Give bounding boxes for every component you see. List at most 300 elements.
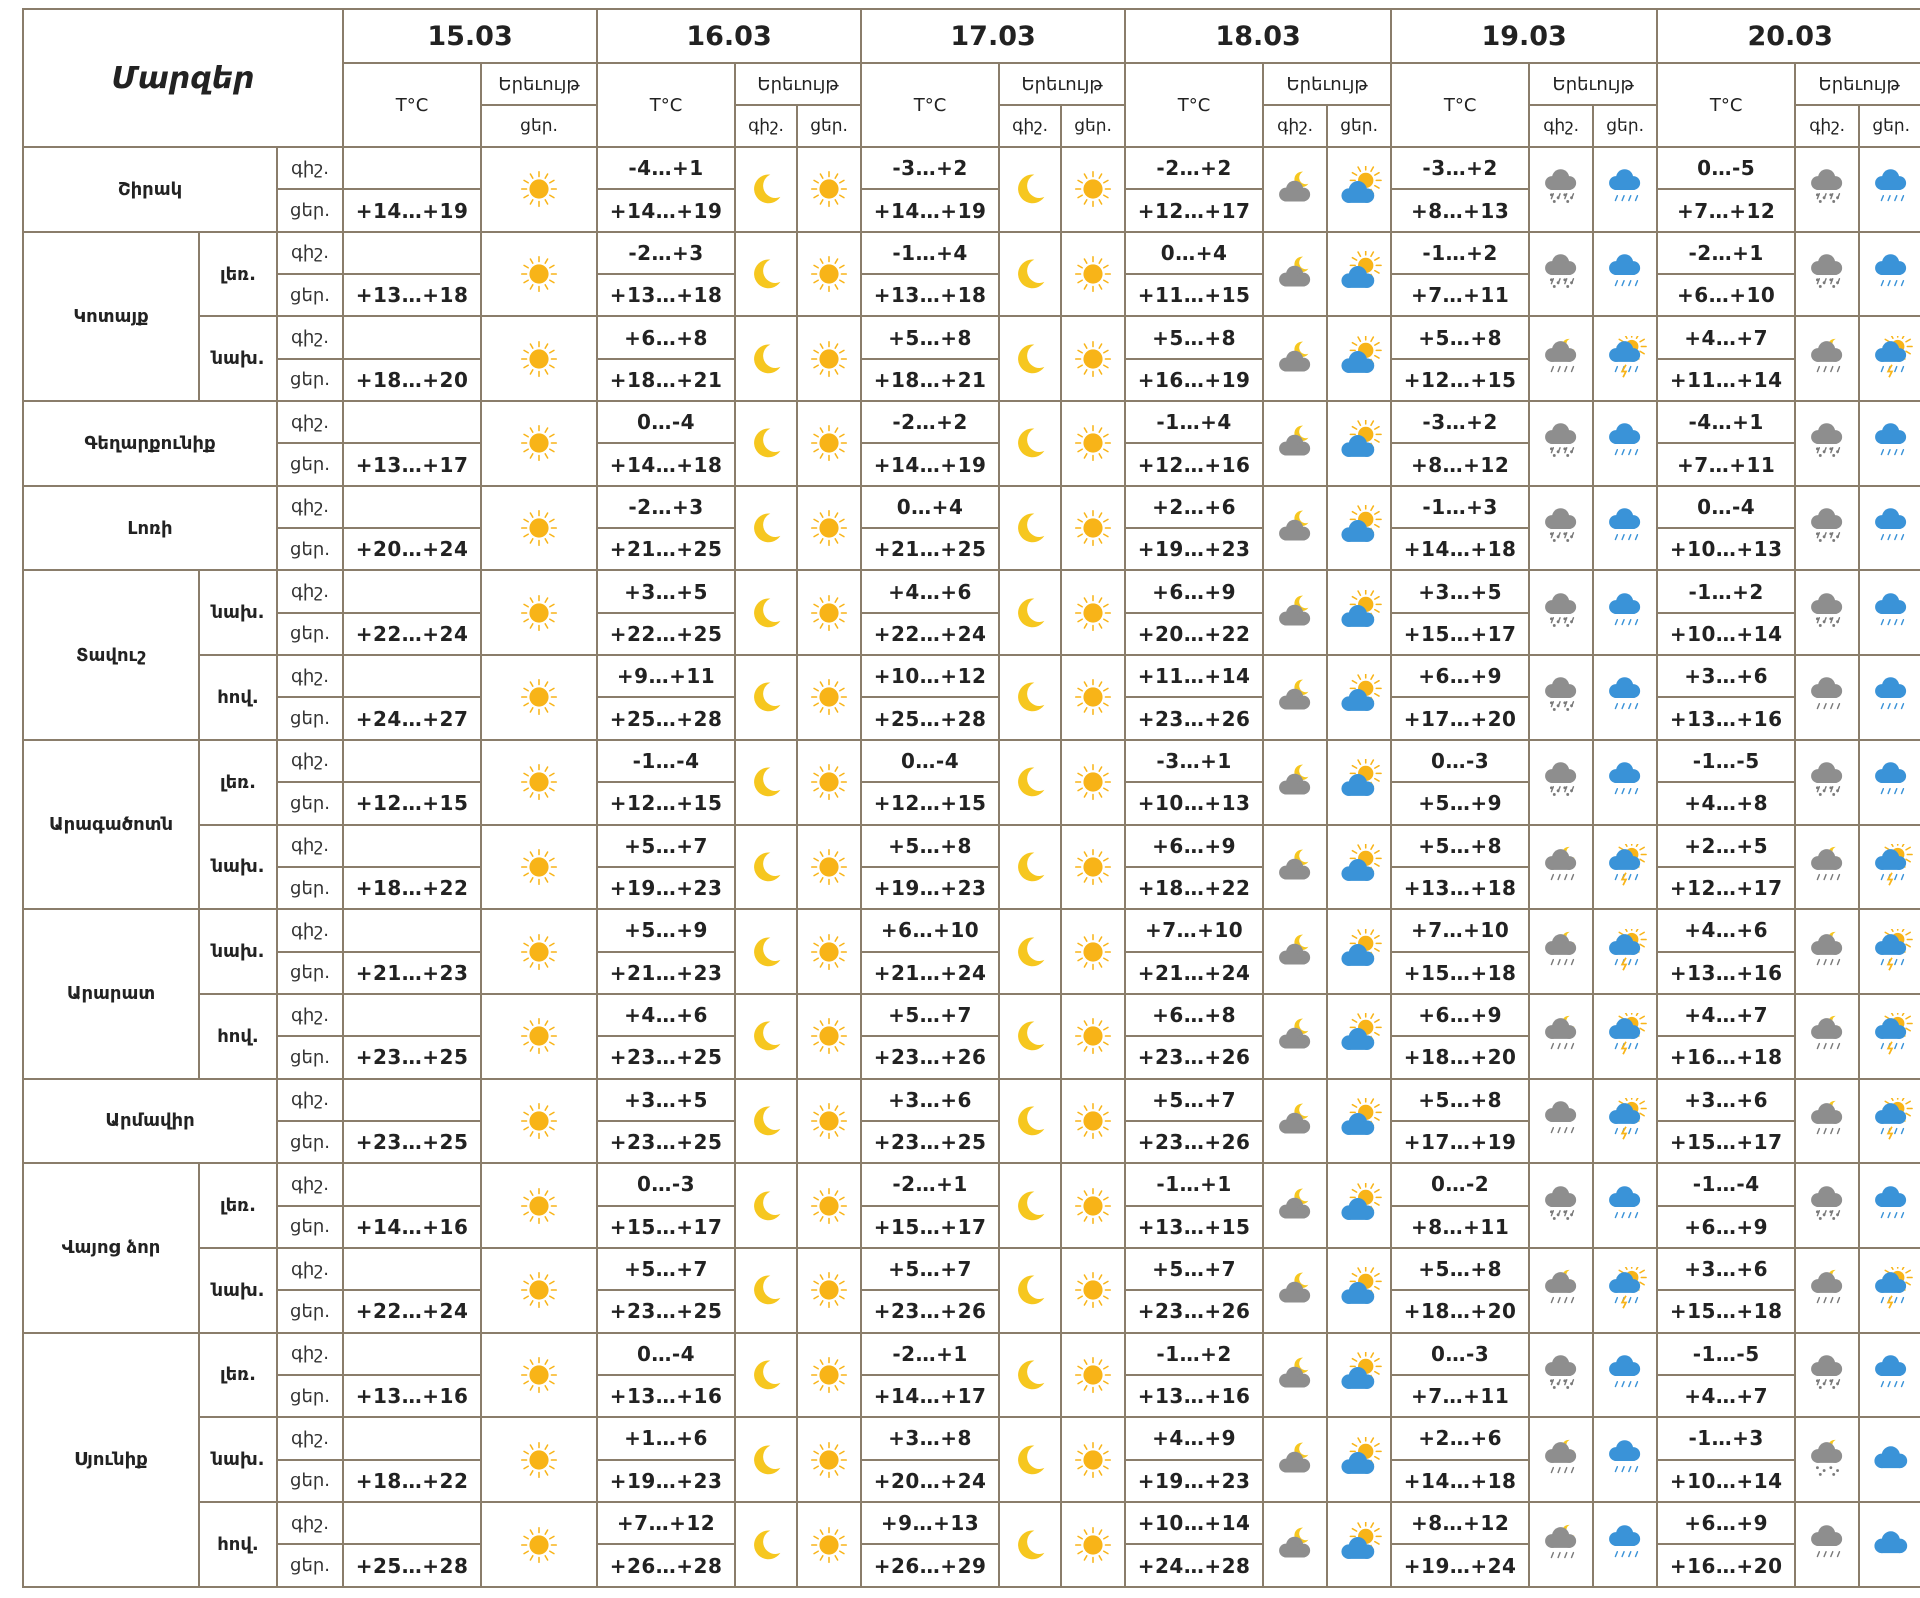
night-temp: +2…+5 (1657, 825, 1795, 867)
cloud-moon-night-icon (1272, 420, 1318, 466)
moon-icon (743, 1352, 789, 1398)
day-temp: +23…+25 (343, 1121, 481, 1163)
sun-icon (1070, 505, 1116, 551)
day-temp: +21…+25 (597, 528, 735, 570)
sun-icon (1070, 1267, 1116, 1313)
subregion-label: հով. (199, 1502, 277, 1587)
blue-cloud-rain-icon (1868, 759, 1914, 805)
weather-icon-cell (1061, 1248, 1125, 1333)
night-temp: +8…+12 (1391, 1502, 1529, 1544)
region-name: Լոռի (23, 486, 277, 571)
weather-icon-cell (735, 1079, 797, 1164)
night-temp: +6…+8 (597, 316, 735, 358)
weather-icon-cell (797, 1079, 861, 1164)
day-temp: +24…+28 (1125, 1544, 1263, 1587)
night-temp: -2…+2 (1125, 147, 1263, 189)
weather-icon-cell (1529, 232, 1593, 317)
weather-icon-cell (1263, 1248, 1327, 1333)
gray-cloud-snow-rain-icon (1804, 251, 1850, 297)
weather-icon-cell (1263, 1502, 1327, 1587)
gray-cloud-moon-rain-icon (1538, 929, 1584, 975)
moon-icon (743, 929, 789, 975)
temperature-header: T°C (1657, 63, 1795, 147)
day-temp: +18…+22 (1125, 867, 1263, 909)
weather-icon-cell (797, 1333, 861, 1418)
subregion-label: լեռ. (199, 740, 277, 825)
weather-icon-cell (1263, 825, 1327, 910)
weather-icon-cell (1529, 1417, 1593, 1502)
cloud-sun-day-icon (1336, 336, 1382, 382)
weather-icon-cell (1859, 1163, 1920, 1248)
sun-icon (516, 420, 562, 466)
weather-icon-cell (1593, 825, 1657, 910)
weather-icon-cell (1529, 486, 1593, 571)
day-temp: +13…+15 (1125, 1206, 1263, 1248)
day-temp: +15…+18 (1391, 952, 1529, 994)
night-temp: +11…+14 (1125, 655, 1263, 697)
night-temp: +3…+6 (861, 1079, 999, 1121)
table-row (23, 1502, 1920, 1544)
weather-icon-cell (1859, 486, 1920, 571)
weather-icon-cell (1263, 1333, 1327, 1418)
weather-icon-cell (1327, 994, 1391, 1079)
weather-icon-cell (1795, 232, 1859, 317)
weather-icon-cell (1263, 1079, 1327, 1164)
gray-cloud-moon-rain-icon (1538, 1013, 1584, 1059)
day-temp: +18…+20 (1391, 1036, 1529, 1078)
moon-icon (1007, 590, 1053, 636)
sun-icon (1070, 1352, 1116, 1398)
blue-cloud-icon (1868, 1437, 1914, 1483)
moon-icon (1007, 1437, 1053, 1483)
night-temp: +5…+8 (1125, 316, 1263, 358)
moon-icon (1007, 1267, 1053, 1313)
weather-icon-cell (1795, 994, 1859, 1079)
day-temp: +12…+15 (343, 782, 481, 824)
day-temp: +15…+17 (861, 1206, 999, 1248)
weather-icon-cell (1859, 909, 1920, 994)
weather-icon-cell (1327, 1502, 1391, 1587)
night-temp (343, 740, 481, 782)
day-temp: +23…+26 (1125, 697, 1263, 739)
moon-icon (743, 1013, 789, 1059)
day-temp: +19…+23 (861, 867, 999, 909)
day-temp: +14…+18 (597, 443, 735, 485)
cloud-moon-night-icon (1272, 759, 1318, 805)
day-temp: +13…+16 (1657, 697, 1795, 739)
weather-icon-cell (1859, 570, 1920, 655)
blue-cloud-sun-rain-icon (1602, 1098, 1648, 1144)
day-temp: +16…+19 (1125, 359, 1263, 401)
weather-icon-cell (1061, 655, 1125, 740)
weather-icon-cell (1593, 232, 1657, 317)
day-temp: +18…+21 (597, 359, 735, 401)
table-row (23, 232, 1920, 274)
night-temp: +7…+10 (1391, 909, 1529, 951)
day-temp: +15…+17 (1657, 1121, 1795, 1163)
day-label: ցեր. (277, 1544, 343, 1587)
day-temp: +17…+19 (1391, 1121, 1529, 1163)
cloud-sun-day-icon (1336, 844, 1382, 890)
night-label: գիշ. (277, 1163, 343, 1205)
gray-cloud-snow-rain-icon (1804, 1183, 1850, 1229)
cloud-sun-day-icon (1336, 590, 1382, 636)
table-row (23, 1163, 1920, 1205)
sun-icon (1070, 336, 1116, 382)
subregion-label: նախ. (199, 316, 277, 401)
temperature-header: T°C (1391, 63, 1529, 147)
sun-icon (1070, 759, 1116, 805)
weather-icon-cell (1327, 1417, 1391, 1502)
night-label: գիշ. (277, 825, 343, 867)
moon-icon (1007, 336, 1053, 382)
sun-icon (516, 929, 562, 975)
blue-cloud-rain-icon (1602, 1437, 1648, 1483)
day-temp: +21…+23 (597, 952, 735, 994)
weather-icon-cell (481, 316, 597, 401)
gray-cloud-moon-rain-icon (1538, 1522, 1584, 1568)
day-temp: +6…+9 (1657, 1206, 1795, 1248)
cloud-sun-day-icon (1336, 1013, 1382, 1059)
day-temp: +10…+13 (1657, 528, 1795, 570)
region-name: Շիրակ (23, 147, 277, 232)
day-label: ցեր. (277, 1290, 343, 1332)
day-temp: +18…+22 (343, 867, 481, 909)
cloud-moon-night-icon (1272, 1437, 1318, 1483)
night-temp: -2…+2 (861, 401, 999, 443)
weather-icon-cell (1061, 740, 1125, 825)
weather-icon-cell (1593, 570, 1657, 655)
weather-icon-cell (735, 740, 797, 825)
moon-icon (743, 336, 789, 382)
weather-icon-cell (1529, 740, 1593, 825)
day-temp: +25…+28 (343, 1544, 481, 1587)
day-temp: +12…+15 (597, 782, 735, 824)
night-temp: -1…+4 (861, 232, 999, 274)
moon-icon (1007, 1013, 1053, 1059)
weather-icon-cell (1795, 316, 1859, 401)
day-temp: +24…+27 (343, 697, 481, 739)
gray-cloud-snow-rain-icon (1538, 674, 1584, 720)
weather-icon-cell (1327, 147, 1391, 232)
date-header: 17.03 (861, 9, 1125, 63)
weather-icon-cell (999, 1417, 1061, 1502)
night-temp: -1…+3 (1657, 1417, 1795, 1459)
day-label: ցեր. (277, 1460, 343, 1502)
moon-icon (1007, 1522, 1053, 1568)
moon-icon (743, 166, 789, 212)
blue-cloud-sun-rain-icon (1868, 336, 1914, 382)
weather-icon-cell (1593, 1502, 1657, 1587)
moon-icon (1007, 505, 1053, 551)
day-temp: +12…+17 (1657, 867, 1795, 909)
region-name: Արարատ (23, 909, 199, 1078)
cloud-sun-day-icon (1336, 1522, 1382, 1568)
day-temp: +23…+25 (597, 1036, 735, 1078)
phenomenon-header: Երեւույթ (1795, 63, 1920, 105)
gray-cloud-moon-rain-icon (1538, 1437, 1584, 1483)
day-label: ցեր. (277, 697, 343, 739)
night-label: գիշ. (277, 740, 343, 782)
weather-icon-cell (1327, 909, 1391, 994)
day-temp: +16…+20 (1657, 1544, 1795, 1587)
cloud-moon-night-icon (1272, 166, 1318, 212)
sun-icon (1070, 1183, 1116, 1229)
day-label-header: ցեր. (1593, 105, 1657, 147)
day-temp: +25…+28 (597, 697, 735, 739)
weather-icon-cell (1327, 1333, 1391, 1418)
table-row (23, 147, 1920, 189)
blue-cloud-rain-icon (1868, 1352, 1914, 1398)
cloud-moon-night-icon (1272, 1522, 1318, 1568)
night-label: գիշ. (277, 232, 343, 274)
weather-icon-cell (735, 655, 797, 740)
blue-cloud-sun-rain-icon (1602, 929, 1648, 975)
gray-cloud-moon-rain-icon (1804, 929, 1850, 975)
weather-icon-cell (1263, 486, 1327, 571)
sun-icon (1070, 844, 1116, 890)
blue-cloud-rain-icon (1602, 1522, 1648, 1568)
night-temp: +6…+10 (861, 909, 999, 951)
gray-cloud-snow-rain-icon (1804, 1352, 1850, 1398)
table-row (23, 1248, 1920, 1290)
night-label: գիշ. (277, 1502, 343, 1544)
weather-icon-cell (999, 740, 1061, 825)
gray-cloud-snow-rain-icon (1538, 420, 1584, 466)
day-temp: +21…+25 (861, 528, 999, 570)
cloud-sun-day-icon (1336, 420, 1382, 466)
moon-icon (1007, 674, 1053, 720)
weather-icon-cell (1859, 1417, 1920, 1502)
weather-icon-cell (1327, 486, 1391, 571)
cloud-sun-day-icon (1336, 929, 1382, 975)
sun-icon (806, 251, 852, 297)
weather-icon-cell (1593, 1163, 1657, 1248)
date-header: 20.03 (1657, 9, 1920, 63)
night-label: գիշ. (277, 1333, 343, 1375)
night-temp: +2…+6 (1391, 1417, 1529, 1459)
moon-icon (743, 1437, 789, 1483)
subregion-label: հով. (199, 994, 277, 1079)
weather-icon-cell (1593, 1417, 1657, 1502)
day-temp: +25…+28 (861, 697, 999, 739)
cloud-sun-day-icon (1336, 166, 1382, 212)
weather-icon-cell (481, 1079, 597, 1164)
blue-cloud-sun-rain-icon (1868, 1267, 1914, 1313)
cloud-sun-day-icon (1336, 1267, 1382, 1313)
night-temp (343, 1333, 481, 1375)
weather-icon-cell (1795, 486, 1859, 571)
weather-icon-cell (999, 1248, 1061, 1333)
region-name: Տավուշ (23, 570, 199, 739)
weather-icon-cell (481, 909, 597, 994)
night-temp (343, 232, 481, 274)
subregion-label: լեռ. (199, 1333, 277, 1418)
gray-cloud-rain-icon (1804, 674, 1850, 720)
gray-cloud-snow-rain-icon (1538, 505, 1584, 551)
day-temp: +26…+29 (861, 1544, 999, 1587)
weather-icon-cell (1061, 316, 1125, 401)
weather-icon-cell (1061, 825, 1125, 910)
blue-cloud-rain-icon (1868, 251, 1914, 297)
weather-icon-cell (1529, 994, 1593, 1079)
weather-icon-cell (1593, 1079, 1657, 1164)
sun-icon (1070, 590, 1116, 636)
day-temp: +12…+16 (1125, 443, 1263, 485)
cloud-moon-night-icon (1272, 1267, 1318, 1313)
phenomenon-header: Երեւույթ (1529, 63, 1657, 105)
weather-icon-cell (1061, 909, 1125, 994)
day-temp: +21…+23 (343, 952, 481, 994)
cloud-moon-night-icon (1272, 1013, 1318, 1059)
moon-icon (1007, 1098, 1053, 1144)
weather-icon-cell (481, 655, 597, 740)
day-temp: +23…+26 (861, 1036, 999, 1078)
weather-icon-cell (735, 570, 797, 655)
cloud-sun-day-icon (1336, 1183, 1382, 1229)
night-temp: +5…+7 (1125, 1079, 1263, 1121)
blue-cloud-sun-rain-icon (1602, 336, 1648, 382)
cloud-moon-night-icon (1272, 1352, 1318, 1398)
weather-icon-cell (1327, 740, 1391, 825)
weather-icon-cell (1263, 994, 1327, 1079)
weather-icon-cell (1061, 147, 1125, 232)
night-temp: +5…+8 (1391, 825, 1529, 867)
gray-cloud-moon-rain-icon (1804, 1098, 1850, 1144)
day-temp: +23…+26 (1125, 1290, 1263, 1332)
night-temp: -1…+1 (1125, 1163, 1263, 1205)
day-label: ցեր. (277, 274, 343, 316)
sun-icon (516, 166, 562, 212)
sun-icon (806, 844, 852, 890)
day-temp: +23…+25 (343, 1036, 481, 1078)
gray-cloud-snow-rain-icon (1538, 1183, 1584, 1229)
weather-icon-cell (1529, 401, 1593, 486)
gray-cloud-moon-rain-icon (1804, 1013, 1850, 1059)
weather-icon-cell (481, 232, 597, 317)
weather-icon-cell (1263, 316, 1327, 401)
weather-icon-cell (1529, 1502, 1593, 1587)
day-temp: +13…+18 (597, 274, 735, 316)
weather-icon-cell (1859, 1333, 1920, 1418)
gray-cloud-moon-snow-icon (1804, 1437, 1850, 1483)
weather-icon-cell (1593, 147, 1657, 232)
temperature-header: T°C (1125, 63, 1263, 147)
weather-icon-cell (1795, 1502, 1859, 1587)
moon-icon (743, 505, 789, 551)
region-name: Կոտայք (23, 232, 199, 401)
day-temp: +18…+22 (343, 1460, 481, 1502)
sun-icon (516, 590, 562, 636)
night-temp: -1…+2 (1125, 1333, 1263, 1375)
sun-icon (806, 505, 852, 551)
weather-icon-cell (1593, 401, 1657, 486)
night-temp: -1…-4 (597, 740, 735, 782)
weather-icon-cell (1795, 401, 1859, 486)
blue-cloud-rain-icon (1602, 590, 1648, 636)
day-temp: +16…+18 (1657, 1036, 1795, 1078)
night-label: գիշ. (277, 909, 343, 951)
weather-icon-cell (999, 401, 1061, 486)
blue-cloud-sun-rain-icon (1868, 1013, 1914, 1059)
sun-icon (516, 1437, 562, 1483)
table-row (23, 486, 1920, 528)
weather-icon-cell (1859, 825, 1920, 910)
night-temp: +4…+6 (861, 570, 999, 612)
gray-cloud-moon-rain-icon (1804, 336, 1850, 382)
phenomenon-header: Երեւույթ (735, 63, 861, 105)
weather-icon-cell (481, 1502, 597, 1587)
cloud-moon-night-icon (1272, 336, 1318, 382)
weather-icon-cell (1593, 316, 1657, 401)
weather-icon-cell (797, 232, 861, 317)
weather-icon-cell (1593, 740, 1657, 825)
blue-cloud-rain-icon (1868, 590, 1914, 636)
night-temp: +5…+7 (1125, 1248, 1263, 1290)
weather-icon-cell (735, 1163, 797, 1248)
weather-icon-cell (1327, 825, 1391, 910)
weather-icon-cell (481, 740, 597, 825)
day-temp: +7…+11 (1391, 274, 1529, 316)
night-temp: +3…+6 (1657, 1079, 1795, 1121)
weather-icon-cell (1061, 994, 1125, 1079)
weather-icon-cell (797, 486, 861, 571)
night-temp: +7…+10 (1125, 909, 1263, 951)
weather-icon-cell (1795, 147, 1859, 232)
table-row (23, 1333, 1920, 1375)
night-temp (343, 570, 481, 612)
night-temp: -2…+3 (597, 232, 735, 274)
weather-icon-cell (1263, 655, 1327, 740)
blue-cloud-icon (1868, 1522, 1914, 1568)
night-temp: +4…+9 (1125, 1417, 1263, 1459)
sun-icon (516, 336, 562, 382)
night-label-header: գիշ. (1263, 105, 1327, 147)
sun-icon (1070, 1437, 1116, 1483)
gray-cloud-moon-rain-icon (1538, 844, 1584, 890)
weather-icon-cell (1327, 570, 1391, 655)
day-label: ցեր. (277, 528, 343, 570)
night-temp: +9…+13 (861, 1502, 999, 1544)
table-row (23, 994, 1920, 1036)
sun-icon (516, 1352, 562, 1398)
day-temp: +13…+16 (597, 1375, 735, 1417)
day-temp: +4…+7 (1657, 1375, 1795, 1417)
day-label-header: ցեր. (797, 105, 861, 147)
night-label: գիշ. (277, 316, 343, 358)
day-temp: +12…+15 (1391, 359, 1529, 401)
day-temp: +14…+19 (343, 189, 481, 231)
sun-icon (1070, 420, 1116, 466)
moon-icon (743, 1098, 789, 1144)
day-label-header: ցեր. (1061, 105, 1125, 147)
night-temp: +5…+7 (861, 994, 999, 1036)
weather-icon-cell (797, 1502, 861, 1587)
table-row (23, 316, 1920, 358)
day-temp: +10…+14 (1657, 613, 1795, 655)
gray-cloud-rain-icon (1804, 1522, 1850, 1568)
sun-icon (1070, 929, 1116, 975)
gray-cloud-snow-rain-icon (1804, 590, 1850, 636)
moon-icon (1007, 166, 1053, 212)
weather-icon-cell (1529, 1333, 1593, 1418)
weather-icon-cell (1327, 1079, 1391, 1164)
region-name: Արագածոտն (23, 740, 199, 909)
sun-icon (806, 1522, 852, 1568)
sun-icon (806, 929, 852, 975)
weather-icon-cell (735, 486, 797, 571)
weather-icon-cell (1327, 1248, 1391, 1333)
